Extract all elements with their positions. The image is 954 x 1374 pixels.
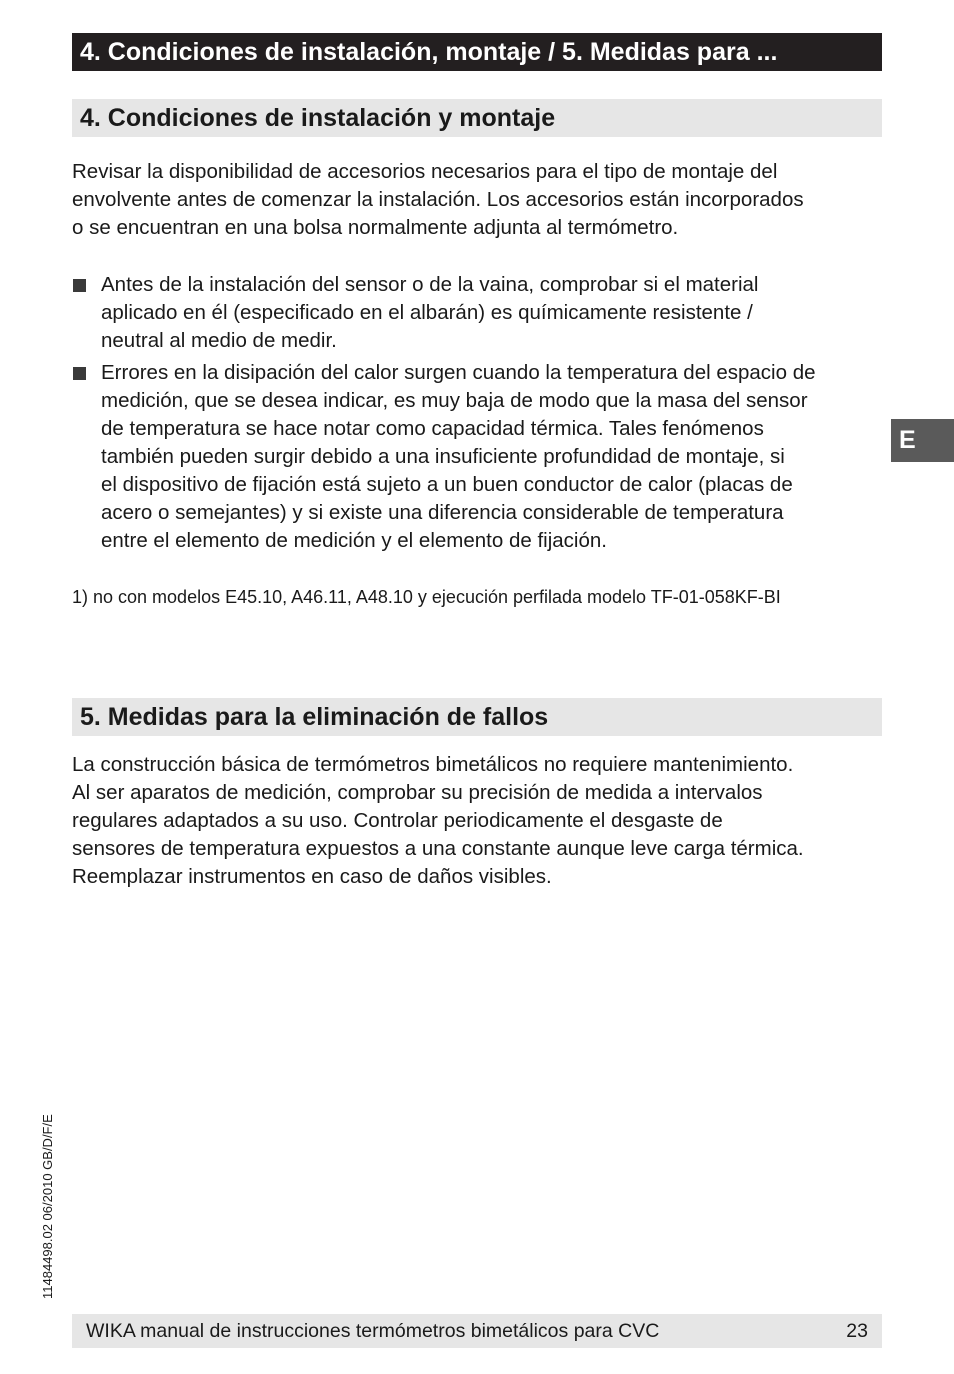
body-line: Reemplazar instrumentos en caso de daños visibles. [72, 865, 552, 888]
intro-line: o se encuentran en una bolsa normalmente adjunta al termómetro. [72, 216, 679, 239]
bullet-line: entre el elemento de medición y el elemento de fijación. [101, 529, 607, 552]
intro-line: envolvente antes de comenzar la instalación. Los accesorios están incorporados [72, 188, 804, 211]
body-line: regulares adaptados a su uso. Controlar periodicamente el desgaste de [72, 809, 723, 832]
bullet-line: acero o semejantes) y si existe una diferencia considerable de temperatura [101, 501, 784, 524]
document-code: 11484498.02 06/2010 GB/D/F/E [40, 1114, 55, 1299]
page-number: 23 [846, 1320, 868, 1342]
bullet-line: Antes de la instalación del sensor o de la vaina, comprobar si el material [101, 273, 759, 296]
bullet-list [72, 271, 884, 555]
section-5-heading: 5. Medidas para la eliminación de fallos [72, 698, 882, 736]
intro-line: Revisar la disponibilidad de accesorios necesarios para el tipo de montaje del [72, 160, 778, 183]
body-line: La construcción básica de termómetros bimetálicos no requiere mantenimiento. [72, 753, 794, 776]
section-4-intro [72, 158, 884, 242]
page-footer [72, 1314, 882, 1348]
body-line: Al ser aparatos de medición, comprobar su precisión de medida a intervalos [72, 781, 763, 804]
bullet-line: también pueden surgir debido a una insuficiente profundidad de montaje, si [101, 445, 785, 468]
bullet-item [72, 359, 884, 555]
square-bullet-icon [73, 279, 86, 292]
footnote: 1) no con modelos E45.10, A46.11, A48.10 y ejecución perfilada modelo TF-01-058KF-BI [72, 587, 781, 607]
footer-title: WIKA manual de instrucciones termómetros bimetálicos para CVC [86, 1320, 660, 1342]
bullet-line: de temperatura se hace notar como capacidad térmica. Tales fenómenos [101, 417, 764, 440]
bullet-line: neutral al medio de medir. [101, 329, 337, 352]
language-tab: E [891, 419, 954, 462]
header-banner: 4. Condiciones de instalación, montaje / 5. Medidas para ... [72, 33, 882, 71]
section-4-heading: 4. Condiciones de instalación y montaje [72, 99, 882, 137]
section-5-body [72, 751, 884, 891]
body-line: sensores de temperatura expuestos a una constante aunque leve carga térmica. [72, 837, 804, 860]
bullet-line: aplicado en él (especificado en el albarán) es químicamente resistente / [101, 301, 753, 324]
bullet-line: el dispositivo de fijación está sujeto a un buen conductor de calor (placas de [101, 473, 793, 496]
square-bullet-icon [73, 367, 86, 380]
bullet-item [72, 271, 884, 355]
bullet-line: medición, que se desea indicar, es muy baja de modo que la masa del sensor [101, 389, 808, 412]
bullet-line: Errores en la disipación del calor surgen cuando la temperatura del espacio de [101, 361, 816, 384]
